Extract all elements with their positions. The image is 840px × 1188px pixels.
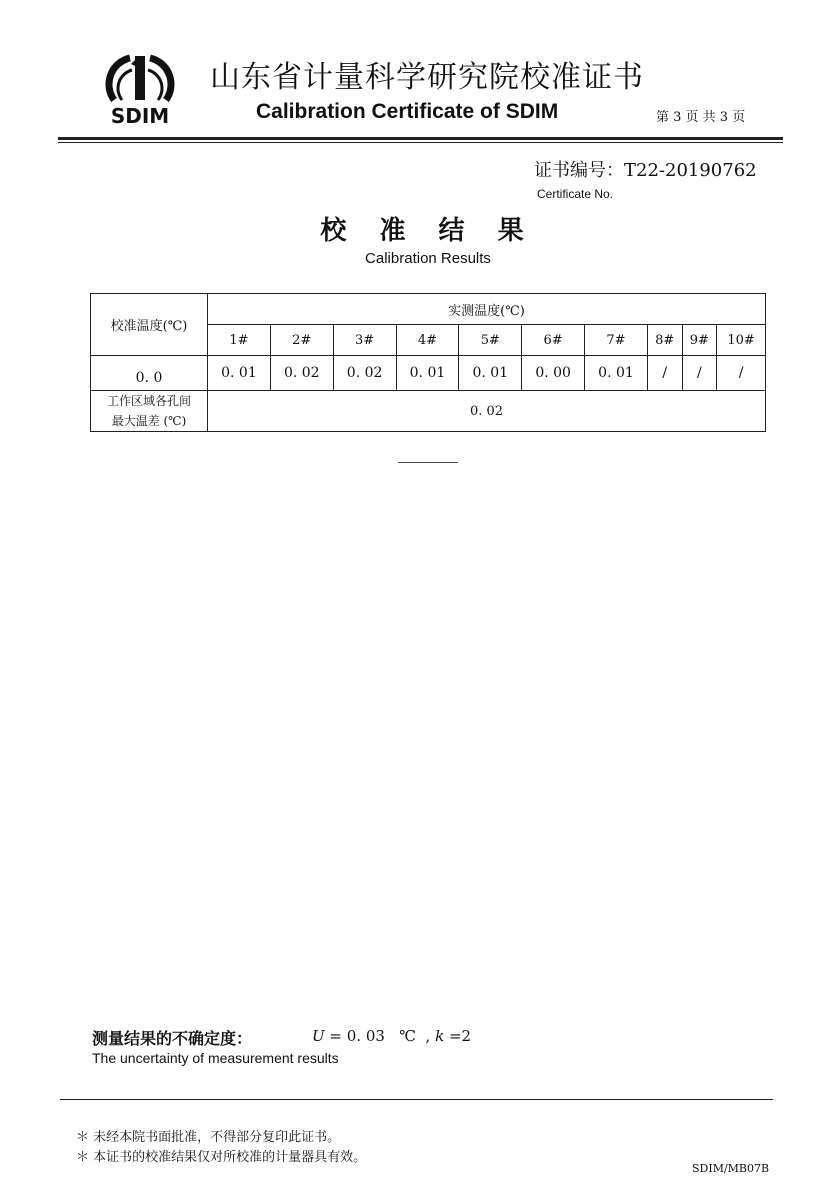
measured-value: 0. 02 [270,356,333,391]
measured-value: / [682,356,717,391]
certificate-number: 证书编号：T22-20190762 [534,160,757,181]
logo-text: SDIM [110,104,170,128]
u-symbol: U [312,1027,325,1045]
certificate-number-label-en: Certificate No. [537,187,614,201]
max-difference-label [91,391,208,432]
measured-value: 0. 00 [522,356,585,391]
sdim-emblem-icon [104,52,176,108]
section-title-cn: 校 准 结 果 [320,216,536,246]
header-rule-thick [58,137,783,140]
measurement-row [91,356,766,391]
measured-value: 0. 01 [585,356,648,391]
uncertainty-value [312,1027,471,1045]
max-difference-row [91,391,766,432]
footer-rule [60,1099,773,1100]
hole-label: 7# [585,325,648,356]
measured-value: 0. 01 [459,356,522,391]
hole-label: 1# [208,325,271,356]
calibration-results-table [90,293,766,432]
max-difference-label-line2: 最大温差 (℃) [111,414,187,428]
note-item: ＊ 本证书的校准结果仅对所校准的计量器具有效。 [76,1150,367,1165]
page-info: 第 3 页 共 3 页 [656,110,746,125]
k-value: =2 [444,1027,472,1045]
hole-label: 4# [396,325,459,356]
hole-label: 5# [459,325,522,356]
measured-value: / [647,356,682,391]
hole-label: 9# [682,325,717,356]
end-of-results-line [398,462,458,463]
section-title-en: Calibration Results [365,250,491,267]
hole-label: 8# [647,325,682,356]
k-symbol: k [435,1027,445,1045]
calib-temp-header: 校准温度(℃) [91,294,208,356]
table-header-row [91,294,766,325]
calib-temp-value: 0. 0 [91,356,208,391]
hole-label: 10# [717,325,766,356]
measured-temp-header: 实测温度(℃) [208,294,766,325]
header-title-en: Calibration Certificate of SDIM [256,100,559,123]
max-difference-value: 0. 02 [208,391,766,432]
uncertainty-label-cn: 测量结果的不确定度： [92,1029,253,1048]
hole-label: 3# [333,325,396,356]
u-value: = 0. 03 ℃ , [324,1027,436,1045]
max-difference-label-line1: 工作区域各孔间 [106,394,191,408]
hole-label: 2# [270,325,333,356]
uncertainty-label-en: The uncertainty of measurement results [92,1050,339,1066]
hole-label: 6# [522,325,585,356]
header-title-cn: 山东省计量科学研究院校准证书 [210,60,644,95]
header-rule-thin [58,142,783,143]
note-item: ＊ 未经本院书面批准，不得部分复印此证书。 [76,1130,341,1145]
measured-value: / [717,356,766,391]
measured-value: 0. 02 [333,356,396,391]
measured-value: 0. 01 [208,356,271,391]
measured-value: 0. 01 [396,356,459,391]
form-code: SDIM/MB07B [692,1162,770,1175]
